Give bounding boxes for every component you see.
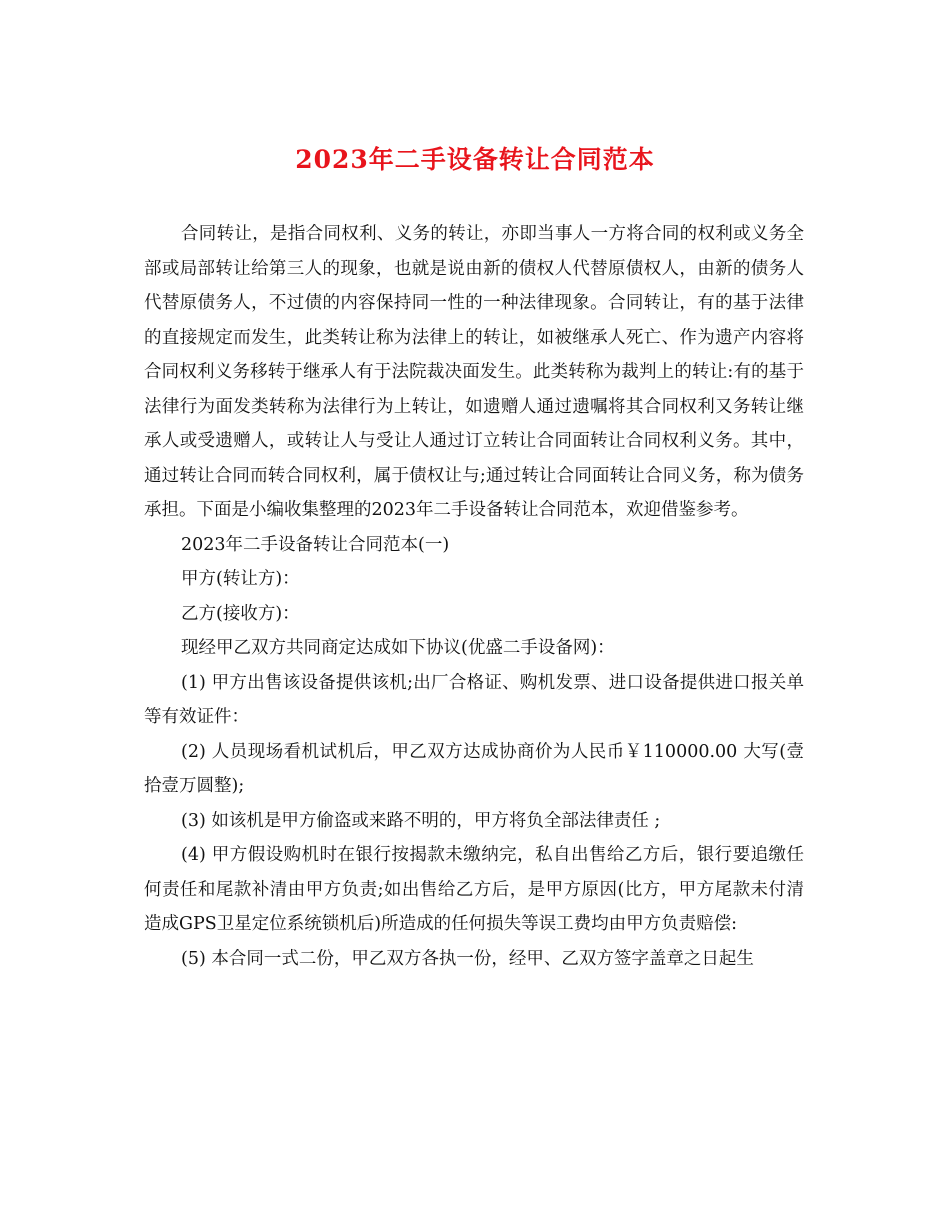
document-body: [144, 217, 804, 976]
document-title: 2023年二手设备转让合同范本: [295, 145, 655, 174]
clause-4: (4) 甲方假设购机时在银行按揭款未缴纳完，私自出售给乙方后，银行要追缴任何责任和尾款补清由甲方负责;如出售给乙方后，是甲方原因(比方，甲方尾款未付清造成GPS卫星定位系统锁机后)所造成的任何损失等误工费均由甲方负责赔偿:: [144, 845, 804, 934]
agreement-intro: 现经甲乙双方共同商定达成如下协议(优盛二手设备网)：: [181, 638, 615, 658]
clause-3: (3) 如该机是甲方偷盗或来路不明的，甲方将负全部法律责任 ;: [181, 810, 661, 831]
clause-5: (5) 本合同一式二份，甲乙双方各执一份，经甲、乙双方签字盖章之日起生: [181, 948, 754, 969]
clause-2: (2) 人员现场看机试机后，甲乙双方达成协商价为人民币￥110000.00 大写(壹拾壹万圆整);: [144, 741, 804, 796]
party-a-line: 甲方(转让方)：: [181, 569, 300, 589]
party-b-line: 乙方(接收方)：: [181, 603, 300, 624]
section-heading: 2023年二手设备转让合同范本(一): [181, 534, 450, 555]
intro-paragraph: 合同转让，是指合同权利、义务的转让，亦即当事人一方将合同的权利或义务全部或局部转让给第三人的现象，也就是说由新的债权人代替原债权人，由新的债务人代替原债务人，不过债的内容保持同一性的一种法律现象。合同转让，有的基于法律的直接规定而发生，此类转让称为法律上的转让，如被继承人死亡、作为遗产内容将合同权利义务移转于继承人有于法院裁决面发生。此类转称为裁判上的转让:有的基于法律行为面发类转称为法律行为上转让，如遗赠人通过遗嘱将其合同权利又务转让继承人或受遗赠人，或转让人与受让人通过订立转让合同面转让合同权利义务。其中，通过转让合同而转合同权利，属于债权让与;通过转让合同面转让合同义务，称为债务承担。下面是小编收集整理的2023年二手设备转让合同范本，欢迎借鉴参考。: [144, 224, 804, 520]
clause-1: (1) 甲方出售该设备提供该机;出厂合格证、购机发票、进口设备提供进口报关单等有效证件：: [144, 672, 804, 727]
